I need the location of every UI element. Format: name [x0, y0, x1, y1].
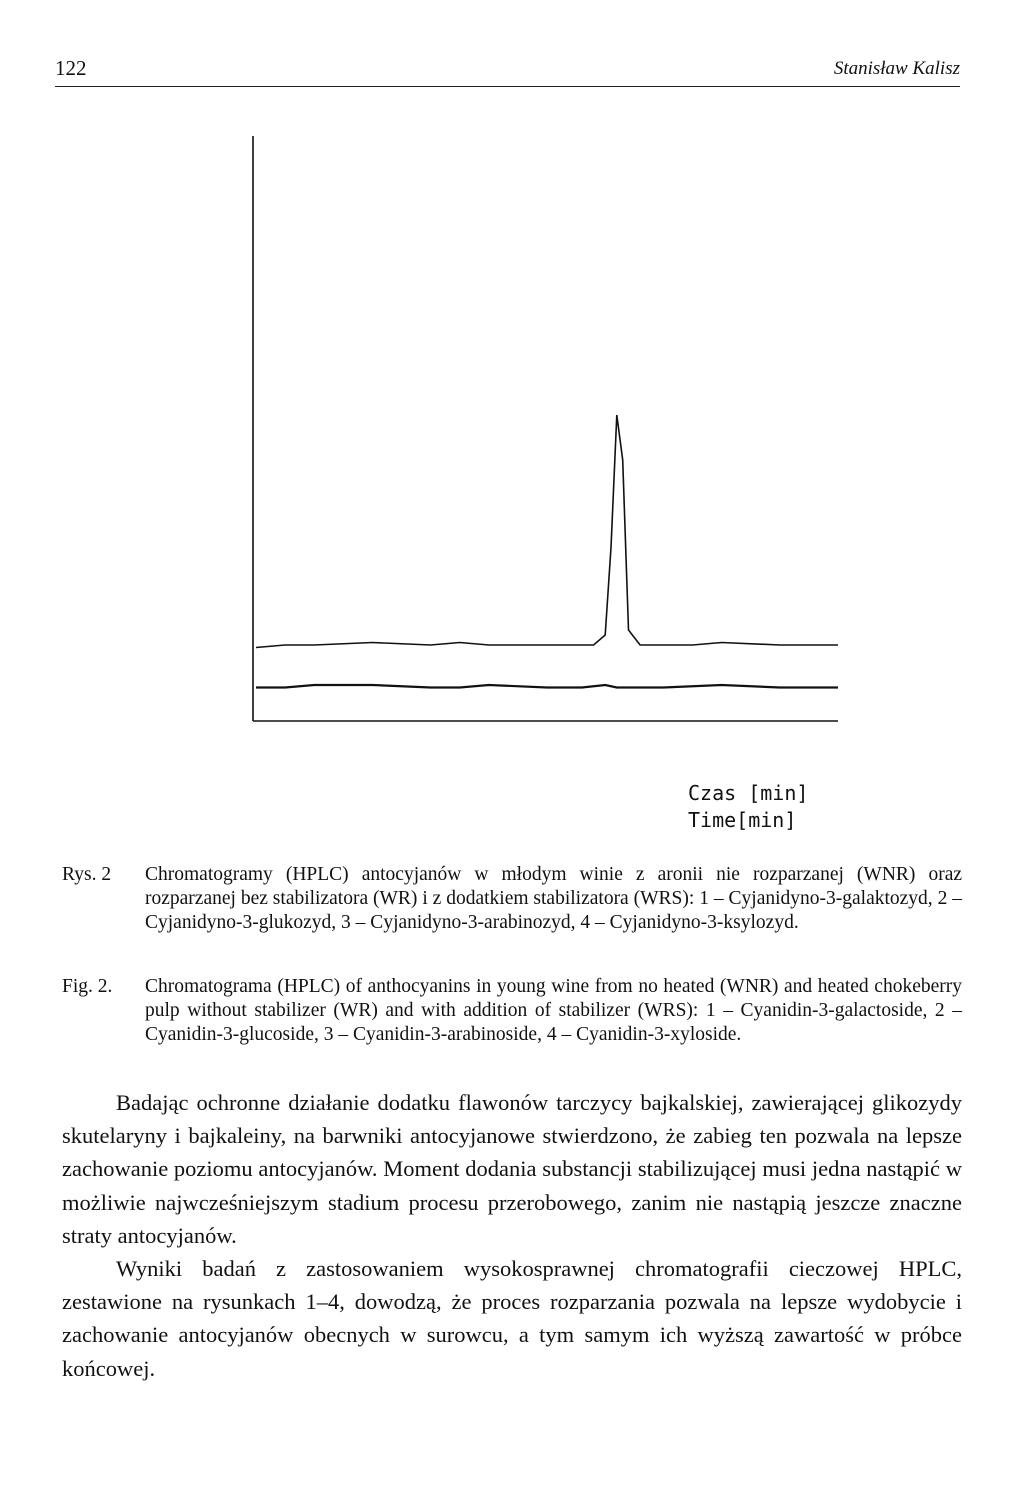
chromatogram-trace-2 — [256, 685, 838, 688]
caption-label-en: Fig. 2. — [62, 976, 113, 997]
chromatogram-trace-1 — [256, 415, 838, 648]
x-axis-label-pl: Czas [min] — [688, 781, 809, 805]
body-text — [62, 1086, 962, 1385]
body-paragraph: Wyniki badań z zastosowaniem wysokosprawnej chromatografii cieczowej HPLC, zestawione na rysunkach 1–4, dowodzą, że proces rozparzania pozwala na lepsze wydobycie i zachowanie antocyjanów obecnych w surowcu, a tym samym ich wyższą zawartość w próbce końcowej. — [62, 1256, 962, 1381]
body-paragraph: Badając ochronne działanie dodatku flawonów tarczycy bajkalskiej, zawierającej glikozydy skutelaryny i bajkaleiny, na barwniki antocyjanowe stwierdzono, że zabieg ten pozwala na lepsze zachowanie poziomu antocyjanów. Moment dodania substancji stabilizującej musi jedna nastąpić w możliwie najwcześniejszym stadium procesu przerobowego, zanim nie nastąpią jeszcze znaczne straty antocyjanów. — [62, 1090, 962, 1248]
caption-label-pl: Rys. 2 — [62, 864, 112, 885]
figure-caption-en — [62, 975, 962, 1047]
x-axis-label-en: Time[min] — [688, 808, 797, 832]
caption-text-en: Chromatograma (HPLC) of anthocyanins in young wine from no heated (WNR) and heated chokeberry pulp without stabilizer (WR) and with addition of stabilizer (WRS): 1 – Cyanidin-3-galactoside, 2 – Cyanidin-3-glucoside, 3 – Cyanidin-3-arabinoside, 4 – Cyanidin-3-xyloside. — [145, 976, 962, 1045]
page-number: 122 — [55, 56, 87, 80]
series-layer — [256, 415, 838, 688]
running-author: Stanisław Kalisz — [833, 58, 960, 79]
caption-text-pl: Chromatogramy (HPLC) antocyjanów w młodym winie z aronii nie rozparzanej (WNR) oraz rozparzanej bez stabilizatora (WR) i z dodatkiem stabilizatora (WRS): 1 – Cyjanidyno-3-galaktozyd, 2 – Cyjanidyno-3-glukozyd, 3 – Cyjanidyno-3-arabinozyd, 4 – Cyjanidyno-3-ksylozyd. — [145, 864, 962, 933]
figure-caption-pl — [62, 863, 962, 935]
